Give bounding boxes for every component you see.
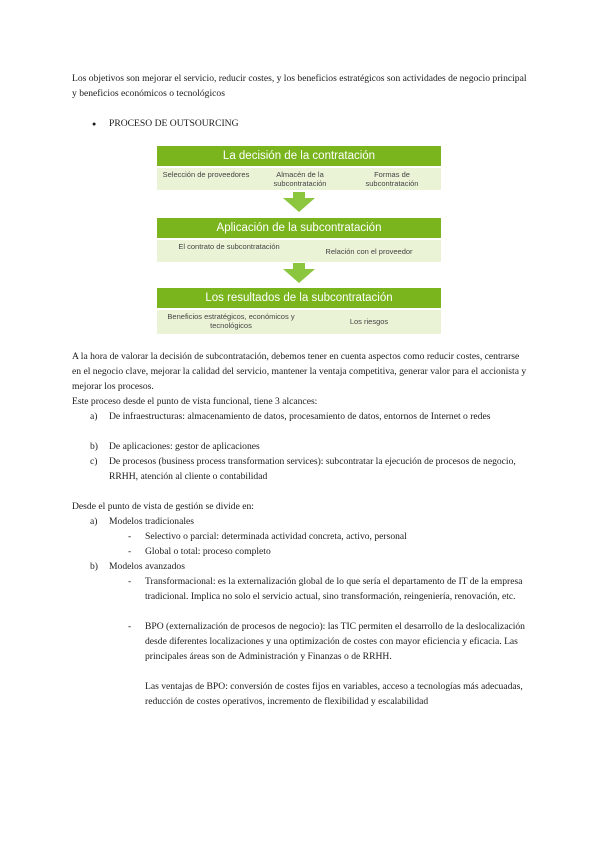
stage1-title: La decisión de la contratación (157, 146, 441, 166)
scope-item-a: De infraestructuras: almacenamiento de datos, procesamiento de datos, entornos de Internet o redes (109, 411, 491, 422)
stage1-cell-3: Formas de subcontratación (365, 170, 419, 188)
decision-paragraph: A la hora de valorar la decisión de subcontratación, debemos tener en cuenta aspectos como reducir costes, centrarse en el negocio clave, mejorar la calidad del servicio, mantener la ventaja competitiva, generar valor para el accionista y mejorar los procesos. (72, 351, 527, 392)
scope-marker-a: a) (90, 411, 98, 422)
arrow-down-icon (283, 269, 315, 283)
scope-item-c: De procesos (business process transformation services): subcontratar la ejecución de procesos de negocio, RRHH, atención al cliente o contabilidad (109, 456, 516, 482)
scope-marker-c: c) (90, 456, 98, 467)
stage2-title: Aplicación de la subcontratación (157, 218, 441, 238)
outsourcing-process-diagram (157, 146, 441, 334)
stage3-cells (157, 310, 441, 334)
model-title-b: Modelos avanzados (109, 561, 185, 572)
stage3-cell-1: Beneficios estratégicos, económicos y tecnológicos (167, 312, 295, 330)
bullet-icon: ● (92, 120, 97, 128)
stage2-cell-1: El contrato de subcontratación (178, 242, 280, 251)
stage1-cell-1: Selección de proveedores (162, 170, 250, 179)
model-b-item-1: Transformacional: es la externalización global de lo que sería el departamento de IT de la empresa tradicional. Implica no solo el servicio actual, sino transformación, reingeniería, renovación, etc. (145, 576, 523, 602)
arrow-down-icon (283, 198, 315, 212)
bpo-advantages: Las ventajas de BPO: conversión de costes fijos en variables, acceso a tecnologías más adecuadas, reducción de costes operativos, incremento de flexibilidad y escalabilidad (145, 681, 523, 707)
model-title-a: Modelos tradicionales (109, 516, 194, 527)
dash-marker: - (128, 546, 132, 557)
section-heading: PROCESO DE OUTSOURCING (109, 118, 239, 129)
dash-marker: - (128, 531, 132, 542)
model-a-item-2: Global o total: proceso completo (145, 546, 271, 557)
scope-marker-b: b) (90, 441, 98, 452)
management-intro: Desde el punto de vista de gestión se divide en: (72, 501, 254, 512)
stage2-cells (157, 240, 441, 262)
dash-marker: - (128, 576, 132, 587)
scope-intro: Este proceso desde el punto de vista funcional, tiene 3 alcances: (72, 396, 318, 407)
scope-item-b: De aplicaciones: gestor de aplicaciones (109, 441, 260, 452)
model-marker-a: a) (90, 516, 98, 527)
stage1-cell-2: Almacén de la subcontratación (273, 170, 327, 188)
stage3-cell-2: Los riesgos (349, 317, 389, 326)
model-a-item-1: Selectivo o parcial: determinada actividad concreta, activo, personal (145, 531, 407, 542)
intro-paragraph: Los objetivos son mejorar el servicio, reducir costes, y los beneficios estratégicos son actividades de negocio principal y beneficios económicos o tecnológicos (72, 73, 527, 99)
stage2-cell-2: Relación con el proveedor (325, 247, 413, 256)
stage3-title: Los resultados de la subcontratación (157, 288, 441, 308)
model-b-item-2: BPO (externalización de procesos de negocio): las TIC permiten el desarrollo de la deslocalización desde diferentes localizaciones y una optimización de costes con mayor eficiencia y eficacia. Las principales áreas son de Administración y Finanzas o de RRHH. (145, 621, 525, 662)
dash-marker: - (128, 621, 132, 632)
stage1-cells (157, 168, 441, 190)
model-marker-b: b) (90, 561, 98, 572)
